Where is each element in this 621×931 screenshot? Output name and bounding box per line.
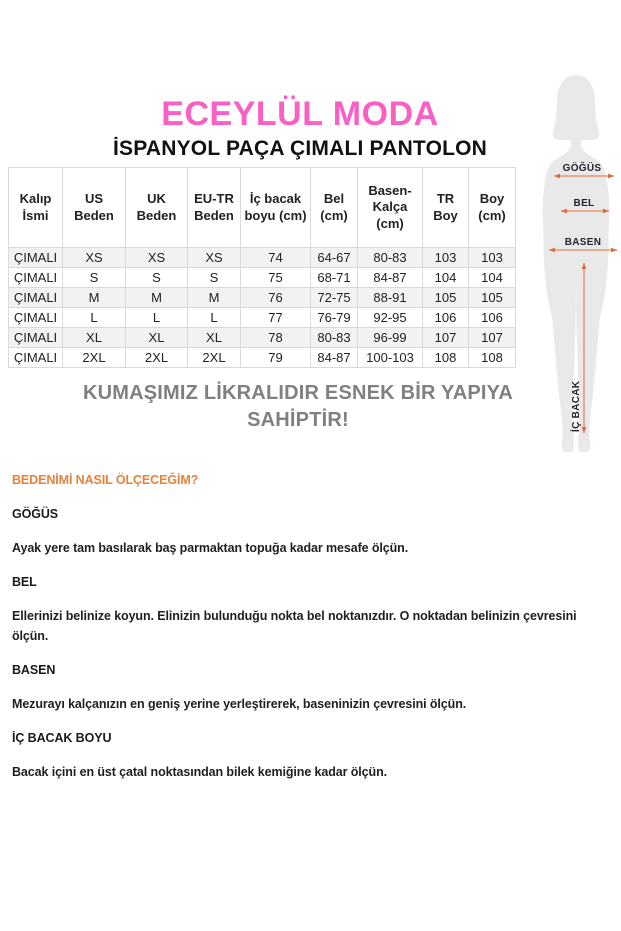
column-header-tr-boy: TR Boy bbox=[423, 168, 469, 248]
cell: 107 bbox=[423, 328, 469, 348]
column-header-boy: Boy (cm) bbox=[469, 168, 516, 248]
cell: 103 bbox=[469, 248, 516, 268]
guide-text-bel: Ellerinizi belinize koyun. Elinizin bulunduğu nokta bel noktanızdır. O noktadan belinizin çevresini ölçün. bbox=[12, 609, 577, 643]
column-header-us-beden: US Beden bbox=[63, 168, 126, 248]
cell: 79 bbox=[241, 348, 311, 368]
cell: 74 bbox=[241, 248, 311, 268]
guide-heading-basen: BASEN bbox=[12, 663, 56, 677]
cell: S bbox=[126, 268, 188, 288]
cell: 84-87 bbox=[311, 348, 358, 368]
product-title: İSPANYOL PAÇA ÇIMALI PANTOLON bbox=[112, 137, 488, 161]
size-table bbox=[8, 167, 516, 368]
basen-label: BASEN bbox=[564, 237, 602, 248]
cell: 68-71 bbox=[311, 268, 358, 288]
table-row-xl bbox=[9, 328, 516, 348]
cell: 2XL bbox=[63, 348, 126, 368]
cell: 100-103 bbox=[358, 348, 423, 368]
column-header-basen-kalca: Basen-Kalça (cm) bbox=[358, 168, 423, 248]
cell: ÇIMALI bbox=[9, 268, 63, 288]
table-row-2xl bbox=[9, 348, 516, 368]
cell: 103 bbox=[423, 248, 469, 268]
cell: 105 bbox=[469, 288, 516, 308]
cell: 108 bbox=[423, 348, 469, 368]
cell: 2XL bbox=[188, 348, 241, 368]
column-header-uk-beden: UK Beden bbox=[126, 168, 188, 248]
cell: 72-75 bbox=[311, 288, 358, 308]
cell: ÇIMALI bbox=[9, 248, 63, 268]
cell: 106 bbox=[469, 308, 516, 328]
cell: ÇIMALI bbox=[9, 348, 63, 368]
cell: XS bbox=[126, 248, 188, 268]
column-header-bel: Bel (cm) bbox=[311, 168, 358, 248]
cell: 78 bbox=[241, 328, 311, 348]
table-row-l bbox=[9, 308, 516, 328]
cell: XL bbox=[63, 328, 126, 348]
cell: 84-87 bbox=[358, 268, 423, 288]
silhouette-hair bbox=[552, 75, 599, 140]
cell: 104 bbox=[423, 268, 469, 288]
guide-text-gogus: Ayak yere tam basılarak baş parmaktan topuğa kadar mesafe ölçün. bbox=[12, 541, 409, 555]
cell: 108 bbox=[469, 348, 516, 368]
column-header-ic-bacak-boyu: İç bacak boyu (cm) bbox=[241, 168, 311, 248]
cell: 107 bbox=[469, 328, 516, 348]
cell: L bbox=[126, 308, 188, 328]
table-row-s bbox=[9, 268, 516, 288]
cell: ÇIMALI bbox=[9, 328, 63, 348]
guide-text-ic-bacak-boyu: Bacak içini en üst çatal noktasından bilek kemiğine kadar ölçün. bbox=[12, 765, 387, 779]
cell: 64-67 bbox=[311, 248, 358, 268]
cell: 88-91 bbox=[358, 288, 423, 308]
cell: XS bbox=[63, 248, 126, 268]
guide-text-basen: Mezurayı kalçanızın en geniş yerine yerleştirerek, baseninizin çevresini ölçün. bbox=[12, 697, 467, 711]
cell: ÇIMALI bbox=[9, 288, 63, 308]
cell: L bbox=[188, 308, 241, 328]
cell: M bbox=[63, 288, 126, 308]
cell: 92-95 bbox=[358, 308, 423, 328]
cell: 96-99 bbox=[358, 328, 423, 348]
cell: 76-79 bbox=[311, 308, 358, 328]
cell: M bbox=[126, 288, 188, 308]
cell: 80-83 bbox=[358, 248, 423, 268]
cell: S bbox=[188, 268, 241, 288]
cell: 104 bbox=[469, 268, 516, 288]
cell: XL bbox=[126, 328, 188, 348]
cell: XL bbox=[188, 328, 241, 348]
table-row-xs bbox=[9, 248, 516, 268]
body-measurement-figure bbox=[527, 60, 621, 457]
cell: 105 bbox=[423, 288, 469, 308]
cell: 76 bbox=[241, 288, 311, 308]
cell: ÇIMALI bbox=[9, 308, 63, 328]
table-row-m bbox=[9, 288, 516, 308]
brand-title: ECEYLÜL MODA bbox=[161, 95, 439, 133]
ic-bacak-label: İÇ BACAK bbox=[571, 380, 582, 432]
size-table-header-row bbox=[9, 168, 516, 248]
guide-heading-gogus: GÖĞÜS bbox=[12, 507, 59, 521]
gogus-label: GÖĞÜS bbox=[562, 163, 602, 174]
bel-label: BEL bbox=[573, 198, 595, 209]
cell: 75 bbox=[241, 268, 311, 288]
guide-heading-ic-bacak-boyu: İÇ BACAK BOYU bbox=[12, 731, 112, 745]
guide-heading-bel: BEL bbox=[12, 575, 37, 589]
cell: 77 bbox=[241, 308, 311, 328]
fabric-note: KUMAŞIMIZ LİKRALIDIR ESNEK BİR YAPIYA SAHİPTİR! bbox=[82, 382, 514, 431]
cell: 80-83 bbox=[311, 328, 358, 348]
column-header-eu-tr-beden: EU-TR Beden bbox=[188, 168, 241, 248]
measurement-guide bbox=[12, 470, 604, 796]
cell: 2XL bbox=[126, 348, 188, 368]
cell: XS bbox=[188, 248, 241, 268]
cell: L bbox=[63, 308, 126, 328]
column-header-kalip-ismi: Kalıp İsmi bbox=[9, 168, 63, 248]
guide-title: BEDENİMİ NASIL ÖLÇECEĞİM? bbox=[12, 473, 199, 487]
cell: S bbox=[63, 268, 126, 288]
cell: 106 bbox=[423, 308, 469, 328]
cell: M bbox=[188, 288, 241, 308]
header bbox=[0, 96, 600, 161]
